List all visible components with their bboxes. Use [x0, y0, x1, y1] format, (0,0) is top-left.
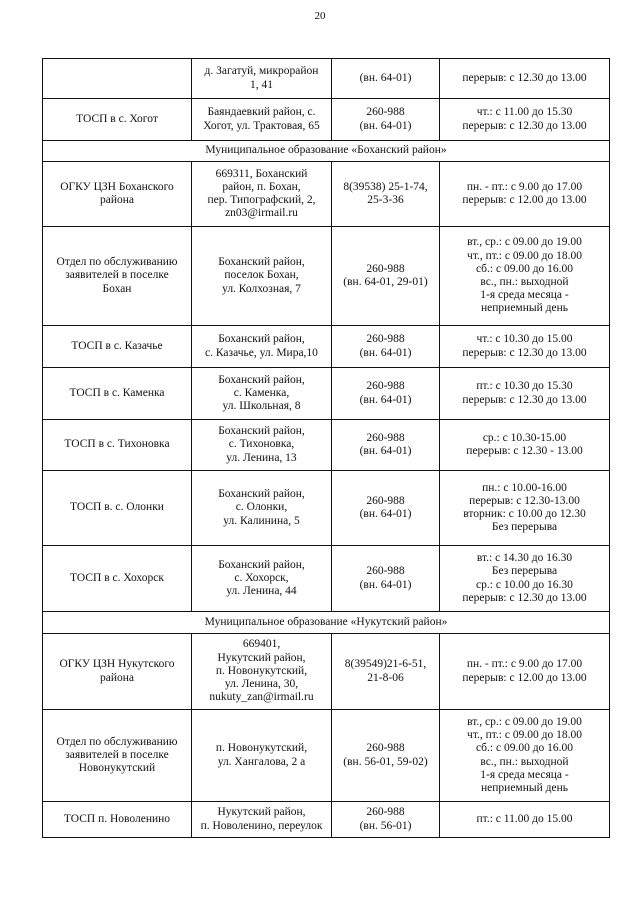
phone-cell: 260-988 (вн. 64-01) — [332, 326, 440, 368]
address-cell: Боханский район, с. Олонки, ул. Калинина, 5 — [192, 471, 332, 546]
address-cell: Баяндаевкий район, с. Хогот, ул. Трактовая, 65 — [192, 99, 332, 141]
hours-cell: пн.: с 10.00-16.00 перерыв: с 12.30-13.00 вторник: с 10.00 до 12.30 Без перерыва — [440, 471, 610, 546]
table-row — [43, 227, 610, 326]
address-cell: 669401, Нукутский район, п. Новонукутский, ул. Ленина, 30, nukuty_zan@irmail.ru — [192, 634, 332, 710]
offices-table — [42, 58, 610, 838]
phone-cell: 260-988 (вн. 64-01) — [332, 99, 440, 141]
phone-cell: 260-988 (вн. 64-01, 29-01) — [332, 227, 440, 326]
address-cell: Боханский район, с. Каменка, ул. Школьная, 8 — [192, 368, 332, 420]
hours-cell: пн. - пт.: с 9.00 до 17.00 перерыв: с 12.00 до 13.00 — [440, 162, 610, 227]
table-row — [43, 326, 610, 368]
hours-cell: пт.: с 10.30 до 15.30 перерыв: с 12.30 до 13.00 — [440, 368, 610, 420]
hours-cell: пт.: с 11.00 до 15.00 — [440, 802, 610, 838]
phone-cell: 260-988 (вн. 56-01, 59-02) — [332, 710, 440, 802]
office-name-cell: ОГКУ ЦЗН Нукутского района — [43, 634, 192, 710]
phone-cell: (вн. 64-01) — [332, 59, 440, 99]
hours-cell: вт.: с 14.30 до 16.30 Без перерыва ср.: с 10.00 до 16.30 перерыв: с 12.30 до 13.00 — [440, 546, 610, 612]
address-cell: Боханский район, с. Тихоновка, ул. Ленина, 13 — [192, 420, 332, 471]
office-name-cell: ТОСП п. Новоленино — [43, 802, 192, 838]
address-cell: Боханский район, поселок Бохан, ул. Колхозная, 7 — [192, 227, 332, 326]
office-name-cell: ТОСП в с. Хохорск — [43, 546, 192, 612]
address-cell: д. Загатуй, микрорайон 1, 41 — [192, 59, 332, 99]
table-row — [43, 634, 610, 710]
address-cell: 669311, Боханский район, п. Бохан, пер. Типографский, 2, zn03@irmail.ru — [192, 162, 332, 227]
section-title: Муниципальное образование «Нукутский район» — [43, 612, 610, 634]
office-name-cell — [43, 59, 192, 99]
table-row — [43, 162, 610, 227]
table-row — [43, 546, 610, 612]
office-name-cell: ТОСП в с. Тихоновка — [43, 420, 192, 471]
phone-cell: 260-988 (вн. 64-01) — [332, 420, 440, 471]
address-cell: Боханский район, с. Казачье, ул. Мира,10 — [192, 326, 332, 368]
phone-cell: 260-988 (вн. 64-01) — [332, 546, 440, 612]
office-name-cell: ТОСП в. с. Олонки — [43, 471, 192, 546]
table-row — [43, 802, 610, 838]
phone-cell: 260-988 (вн. 64-01) — [332, 368, 440, 420]
address-cell: Нукутский район, п. Новоленино, переулок — [192, 802, 332, 838]
table-row — [43, 710, 610, 802]
table-row — [43, 99, 610, 141]
office-name-cell: ТОСП в с. Хогот — [43, 99, 192, 141]
hours-cell: ср.: с 10.30-15.00 перерыв: с 12.30 - 13.00 — [440, 420, 610, 471]
office-name-cell: ТОСП в с. Казачье — [43, 326, 192, 368]
hours-cell: вт., ср.: с 09.00 до 19.00 чт., пт.: с 09.00 до 18.00 сб.: с 09.00 до 16.00 вс., пн.: выходной 1-я среда месяца - неприемный день — [440, 227, 610, 326]
office-name-cell: ОГКУ ЦЗН Боханского района — [43, 162, 192, 227]
hours-cell: пн. - пт.: с 9.00 до 17.00 перерыв: с 12.00 до 13.00 — [440, 634, 610, 710]
office-name-cell: ТОСП в с. Каменка — [43, 368, 192, 420]
hours-cell: чт.: с 11.00 до 15.30 перерыв: с 12.30 до 13.00 — [440, 99, 610, 141]
hours-cell: чт.: с 10.30 до 15.00 перерыв: с 12.30 до 13.00 — [440, 326, 610, 368]
phone-cell: 260-988 (вн. 64-01) — [332, 471, 440, 546]
table-row — [43, 471, 610, 546]
page-number: 20 — [314, 10, 326, 22]
phone-cell: 260-988 (вн. 56-01) — [332, 802, 440, 838]
table-row — [43, 420, 610, 471]
table-row — [43, 368, 610, 420]
section-header-row — [43, 141, 610, 162]
hours-cell: вт., ср.: с 09.00 до 19.00 чт., пт.: с 09.00 до 18.00 сб.: с 09.00 до 16.00 вс., пн.: выходной 1-я среда месяца - неприемный день — [440, 710, 610, 802]
table-row — [43, 59, 610, 99]
phone-cell: 8(39538) 25-1-74, 25-3-36 — [332, 162, 440, 227]
address-cell: п. Новонукутский, ул. Хангалова, 2 а — [192, 710, 332, 802]
hours-cell: перерыв: с 12.30 до 13.00 — [440, 59, 610, 99]
address-cell: Боханский район, с. Хохорск, ул. Ленина, 44 — [192, 546, 332, 612]
phone-cell: 8(39549)21-6-51, 21-8-06 — [332, 634, 440, 710]
office-name-cell: Отдел по обслуживанию заявителей в поселке Новонукутский — [43, 710, 192, 802]
office-name-cell: Отдел по обслуживанию заявителей в поселке Бохан — [43, 227, 192, 326]
section-header-row — [43, 612, 610, 634]
section-title: Муниципальное образование «Боханский район» — [43, 141, 610, 162]
